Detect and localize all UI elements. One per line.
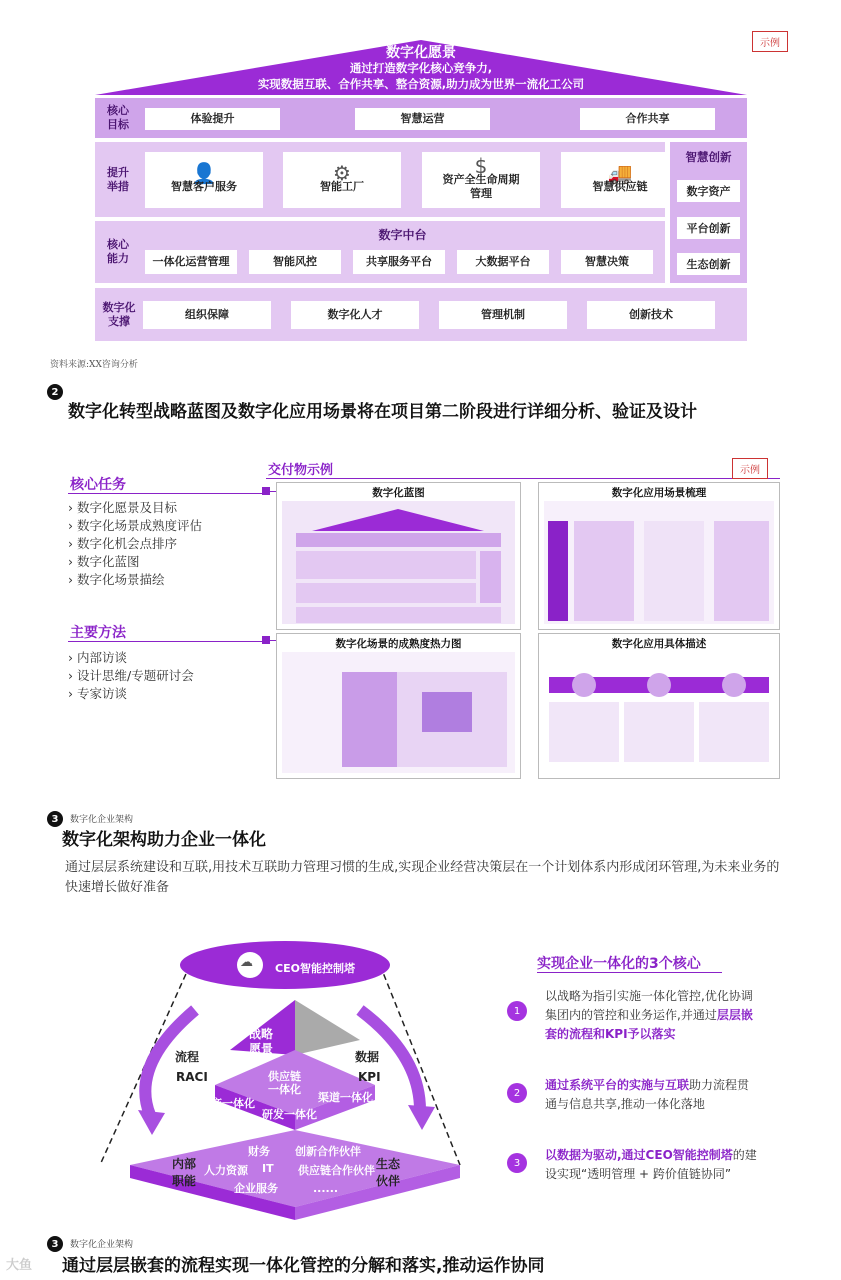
support-talent: 数字化人才 — [291, 301, 419, 329]
cap-risk-control: 智能风控 — [249, 250, 341, 274]
core-task-item: › 数字化场景成熟度评估 — [68, 518, 202, 533]
core-task-item: › 数字化蓝图 — [68, 554, 140, 569]
example-tag-2: 示例 — [732, 458, 768, 479]
base-innovation-partner: 创新合作伙伴 — [295, 1145, 361, 1158]
connector-square-1 — [262, 487, 270, 495]
base-enterprise-service: 企业服务 — [234, 1182, 278, 1195]
core-tasks-list — [68, 499, 202, 589]
gear-icon: ⚙ — [333, 161, 351, 185]
digital-middle-platform-title: 数字中台 — [378, 228, 427, 242]
mid-supply-chain: 供应链 — [268, 1070, 301, 1083]
section-3-heading: 数字化架构助力企业一体化 — [62, 830, 266, 850]
base-partners: 伙伴 — [376, 1174, 401, 1188]
support-label: 数字化 支撑 — [102, 301, 136, 328]
innovation-digital-assets: 数字资产 — [677, 180, 740, 202]
method-item: › 内部访谈 — [68, 650, 127, 665]
method-item: › 专家访谈 — [68, 686, 127, 701]
section-3-small-label: 数字化企业架构 — [70, 815, 134, 825]
core-2-text: 通过系统平台的实施与互联助力流程贯通与信息共享,推动一体化落地 — [545, 1078, 750, 1111]
mid-integration: 一体化 — [268, 1083, 301, 1096]
section-3-paragraph: 通过层层系统建设和互联,用技术互联助力管理习惯的生成,实现企业经营决策层在一个计划体系内形成闭环管理,为未来业务的快速增长做好准备 — [65, 860, 780, 895]
cap-smart-decision: 智慧决策 — [561, 250, 653, 274]
base-finance: 财务 — [248, 1145, 270, 1158]
support-mechanism: 管理机制 — [439, 301, 567, 329]
cap-integrated-ops: 一体化运营管理 — [145, 250, 237, 274]
thumb-scenario-mapping: 数字化应用场景梳理 — [538, 482, 780, 630]
apex-strategy: 战略 — [249, 1027, 274, 1041]
ceo-control-tower-label: CEO智能控制塔 — [275, 962, 355, 975]
support-organization: 组织保障 — [143, 301, 271, 329]
method-item: › 设计思维/专题研讨会 — [68, 668, 194, 683]
base-functions: 职能 — [172, 1174, 197, 1188]
innovation-ecosystem: 生态创新 — [677, 253, 740, 275]
section-2-heading: 数字化转型战略蓝图及数字化应用场景将在项目第二阶段进行详细分析、验证及设计 — [68, 402, 697, 422]
base-ellipsis: ...... — [313, 1182, 339, 1195]
cores-title: 实现企业一体化的3个核心 — [537, 956, 701, 972]
measure-smart-factory: ⚙ 智能工厂 — [283, 152, 401, 208]
source-note: 资料来源:XX咨询分析 — [50, 360, 138, 370]
example-tag: 示例 — [752, 31, 788, 52]
thumb-digital-blueprint: 数字化蓝图 — [276, 482, 521, 630]
core-capability-label: 核心 能力 — [107, 238, 129, 265]
label-process: 流程 — [175, 1050, 200, 1064]
watermark: 大鱼 — [6, 1258, 33, 1273]
mid-production: 生产一体化 — [200, 1097, 255, 1110]
core-3-text: 以数据为驱动,通过CEO智能控制塔的建设实现“透明管理 + 跨价值链协同” — [545, 1148, 757, 1181]
base-internal: 内部 — [172, 1157, 197, 1171]
dollar-icon: $ — [474, 154, 488, 178]
section-3-number: 3 — [47, 811, 63, 827]
section-4-number: 3 — [47, 1236, 63, 1252]
vision-subtitle-2: 实现数据互联、合作共享、整合资源,助力成为世界一流化工公司 — [257, 77, 585, 91]
label-data: 数据 — [355, 1050, 380, 1064]
base-supply-partner: 供应链合作伙伴 — [298, 1164, 375, 1177]
cap-shared-services: 共享服务平台 — [353, 250, 445, 274]
connector-square-2 — [262, 636, 270, 644]
measures-label: 提升 举措 — [107, 166, 129, 193]
customer-icon: 👤 — [191, 161, 217, 185]
methods-title: 主要方法 — [70, 625, 126, 641]
core-1-number: 1 — [507, 1001, 527, 1021]
thumb-scenario-description: 数字化应用具体描述 — [538, 633, 780, 779]
core-goals-label: 核心 目标 — [107, 104, 129, 131]
vision-title: 数字化愿景 — [386, 45, 456, 61]
forklift-icon: 🚚 — [607, 161, 633, 185]
base-it: IT — [262, 1162, 274, 1175]
apex-vision: 愿景 — [249, 1042, 274, 1056]
label-raci: RACI — [176, 1070, 208, 1084]
section-4-small-label: 数字化企业架构 — [70, 1240, 134, 1250]
core-tasks-line — [68, 493, 268, 494]
cores-title-line — [537, 972, 722, 973]
core-task-item: › 数字化愿景及目标 — [68, 500, 177, 515]
mid-rnd: 研发一体化 — [262, 1108, 317, 1121]
measure-supply-chain: 🚚 智慧供应链 — [561, 152, 679, 208]
deliverables-title: 交付物示例 — [268, 463, 334, 478]
cap-big-data: 大数据平台 — [457, 250, 549, 274]
core-2-number: 2 — [507, 1083, 527, 1103]
goal-smart-ops: 智慧运营 — [355, 108, 490, 130]
brain-icon: ☁ — [240, 955, 253, 970]
measure-customer-service: 👤 智慧客户服务 — [145, 152, 263, 208]
label-kpi: KPI — [358, 1070, 381, 1084]
base-ecosystem: 生态 — [376, 1157, 401, 1171]
methods-line — [68, 641, 268, 642]
section-4-heading: 通过层层嵌套的流程实现一体化管控的分解和落实,推动运作协同 — [62, 1256, 545, 1276]
core-3-number: 3 — [507, 1153, 527, 1173]
smart-innovation-title: 智慧创新 — [685, 150, 732, 164]
goal-experience: 体验提升 — [145, 108, 280, 130]
deliverables-line — [266, 478, 780, 479]
support-tech: 创新技术 — [587, 301, 715, 329]
vision-subtitle-1: 通过打造数字化核心竞争力, — [349, 61, 493, 75]
methods-list — [68, 649, 194, 703]
base-hr: 人力资源 — [204, 1164, 248, 1177]
core-task-item: › 数字化机会点排序 — [68, 536, 177, 551]
core-tasks-title: 核心任务 — [70, 477, 126, 493]
measure-asset-lifecycle: $ 资产全生命周期 管理 — [422, 152, 540, 208]
thumb-maturity-heatmap: 数字化场景的成熟度热力图 — [276, 633, 521, 779]
section-2-number: 2 — [47, 384, 63, 400]
core-task-item: › 数字化场景描绘 — [68, 572, 165, 587]
goal-sharing: 合作共享 — [580, 108, 715, 130]
digital-vision-house — [95, 38, 747, 344]
innovation-platform: 平台创新 — [677, 217, 740, 239]
mid-channel: 渠道一体化 — [318, 1091, 373, 1104]
core-1-text: 以战略为指引实施一体化管控,优化协调集团内的管控和业务运作,并通过层层嵌套的流程和KPI予以落实 — [545, 989, 753, 1041]
